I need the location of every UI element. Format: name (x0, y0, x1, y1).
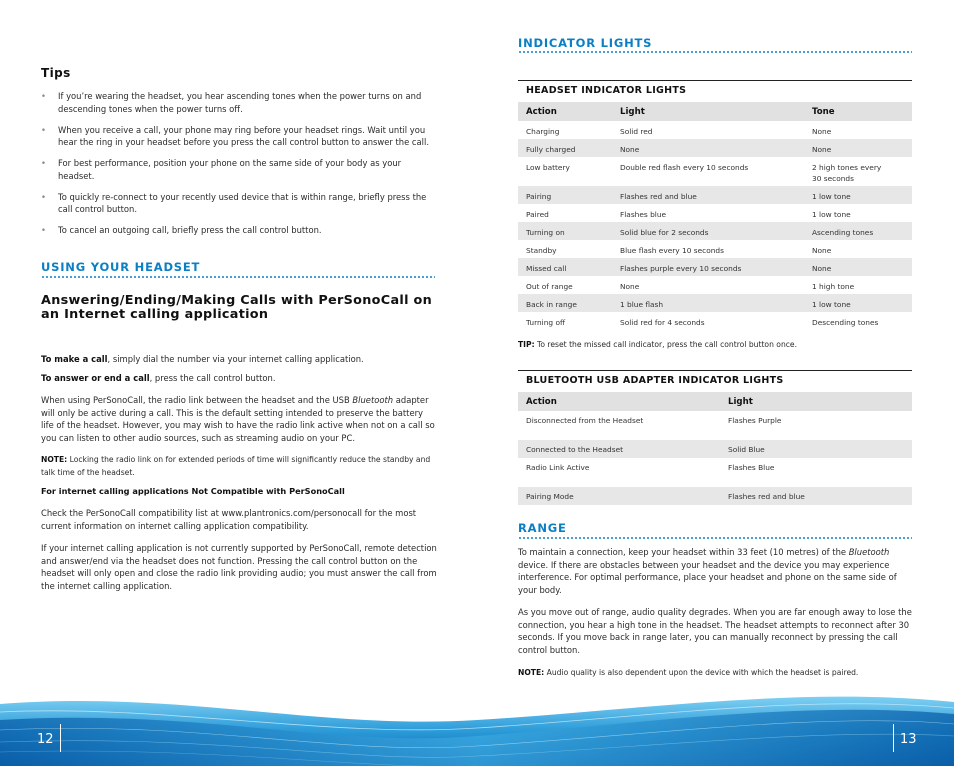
table-cell: 1 low tone (812, 192, 851, 201)
table-cell: None (812, 264, 832, 273)
bullet-icon: • (41, 91, 46, 101)
range-note: NOTE: Audio quality is also dependent upon the device with which the headset is paired. (518, 668, 859, 677)
table-cell: Solid red for 4 seconds (620, 318, 705, 327)
table-cell: Pairing (526, 192, 552, 201)
table-cell: Solid blue for 2 seconds (620, 228, 709, 237)
answering-heading: Answering/Ending/Making Calls with PerSonoCall on an Internet calling application (41, 293, 433, 322)
table-cell: Standby (526, 246, 557, 255)
table-row (518, 157, 912, 186)
table-cell: Solid red (620, 127, 653, 136)
table-cell: Flashes red and blue (728, 492, 805, 501)
column-header: Light (728, 396, 753, 407)
using-headset-heading: USING YOUR HEADSET (41, 260, 201, 274)
table-cell: None (620, 145, 640, 154)
bullet-icon: • (41, 158, 46, 168)
table-header-row (518, 102, 912, 121)
list-item: • To quickly re-connect to your recently used device that is within range, briefly press the call control button. (41, 191, 427, 214)
column-header: Tone (812, 106, 835, 117)
page-number-divider (60, 724, 61, 752)
column-header: Action (526, 106, 557, 117)
range-heading: RANGE (518, 521, 567, 535)
table-cell: None (812, 246, 832, 255)
table-title: HEADSET INDICATOR LIGHTS (518, 80, 912, 102)
bullet-icon: • (41, 124, 46, 135)
table-cell: Fully charged (526, 145, 576, 154)
headset-indicator-table (518, 80, 912, 330)
not-compatible-heading: For internet calling applications Not Compatible with PerSonoCall (41, 486, 345, 496)
table-row (518, 411, 912, 440)
table-cell: None (812, 145, 832, 154)
column-header: Action (526, 396, 557, 407)
table-cell: Back in range (526, 300, 577, 309)
column-header: Light (620, 106, 645, 117)
footer-wave-graphic (0, 690, 954, 766)
table-cell: Pairing Mode (526, 492, 574, 501)
table-row (518, 458, 912, 487)
dotted-divider (518, 51, 912, 53)
range-paragraph-1: To maintain a connection, keep your headset within 33 feet (10 metres) of the Bluetooth device. If there are obstacles between your headset and the device you may experience interference. For optimal performance, place your headset and phone on the same side of your body. (518, 547, 897, 595)
list-item: • If you’re wearing the headset, you hear ascending tones when the power turns on and descending tones when the power turns off. (41, 91, 422, 114)
answer-call-paragraph: To answer or end a call, press the call control button. (41, 373, 276, 383)
table-title: BLUETOOTH USB ADAPTER INDICATOR LIGHTS (518, 370, 912, 392)
table-row (518, 294, 912, 312)
table-cell: Descending tones (812, 318, 879, 327)
if-not-supported-paragraph: If your internet calling application is not currently supported by PerSonoCall, remote detection and answer/end via the headset does not function. Pressing the call control button on the headset will only open and close the radio link providing audio; you must answer the call from the internet calling application. (41, 543, 437, 591)
table-cell: Blue flash every 10 seconds (620, 246, 724, 255)
table-cell: Disconnected from the Headset (526, 416, 644, 425)
table-cell: Charging (526, 127, 560, 136)
page-number-left: 12 (37, 732, 54, 747)
table-cell: None (812, 127, 832, 136)
table-cell: Turning on (526, 228, 565, 237)
dotted-divider (518, 537, 912, 539)
table-cell: Solid Blue (728, 445, 765, 454)
table-row (518, 121, 912, 139)
table-cell: Paired (526, 210, 549, 219)
table-row (518, 276, 912, 294)
table-cell: Low battery (526, 163, 570, 172)
indicator-lights-heading: INDICATOR LIGHTS (518, 36, 653, 50)
table-row (518, 240, 912, 258)
table-row (518, 487, 912, 505)
table-cell: Ascending tones (812, 228, 874, 237)
table-cell: Missed call (526, 264, 567, 273)
page-number-right: 13 (900, 732, 917, 747)
bullet-icon: • (41, 191, 46, 202)
table-cell: 1 low tone (812, 300, 851, 309)
tips-list (41, 90, 433, 245)
table-cell: Out of range (526, 282, 573, 291)
table-cell: 1 blue flash (620, 300, 664, 309)
table-row (518, 222, 912, 240)
note-paragraph: NOTE: Locking the radio link on for extended periods of time will significantly reduce the standby and talk time of the headset. (41, 455, 431, 477)
table-row (518, 186, 912, 204)
page-number-divider (893, 724, 894, 752)
table-cell: None (620, 282, 640, 291)
list-item: • When you receive a call, your phone may ring before your headset rings. Wait until you hear the ring in your headset before you press the call control button to answer the call. (41, 124, 429, 147)
table-cell: Connected to the Headset (526, 445, 624, 454)
table-header-row (518, 392, 912, 411)
table-cell: 1 high tone (812, 282, 855, 291)
adapter-indicator-table (518, 370, 912, 505)
table-row (518, 312, 912, 330)
table-row (518, 139, 912, 157)
dotted-divider (41, 276, 435, 278)
table-body (518, 411, 912, 505)
tips-title: Tips (41, 66, 71, 80)
table-cell: Flashes Purple (728, 416, 782, 425)
table-cell: Radio Link Active (526, 463, 590, 472)
table-cell: 1 low tone (812, 210, 851, 219)
list-item: • To cancel an outgoing call, briefly press the call control button. (41, 225, 322, 235)
tip-paragraph: TIP: To reset the missed call indicator, press the call control button once. (518, 340, 798, 349)
table-cell: Flashes red and blue (620, 192, 697, 201)
table-cell: Flashes purple every 10 seconds (620, 264, 742, 273)
table-cell: Flashes blue (620, 210, 667, 219)
table-row (518, 258, 912, 276)
table-cell: Double red flash every 10 seconds (620, 163, 749, 172)
table-body (518, 121, 912, 330)
table-cell: Flashes Blue (728, 463, 775, 472)
when-using-paragraph: When using PerSonoCall, the radio link between the headset and the USB Bluetooth adapter will only be active during a call. This is the default setting intended to preserve the battery life of the headset. However, you may wish to have the radio link active when not on a call so you can listen to other audio sources, such as streaming audio on your PC. (41, 395, 435, 443)
make-call-paragraph: To make a call, simply dial the number via your internet calling application. (41, 354, 364, 364)
bullet-icon: • (41, 225, 46, 235)
range-paragraph-2: As you move out of range, audio quality degrades. When you are far enough away to lose the connection, you hear a high tone in the headset. The headset attempts to reconnect after 30 seconds. If you move back in range later, you can manually reconnect by pressing the call control button. (518, 607, 912, 655)
list-item: • For best performance, position your phone on the same side of your body as your headset. (41, 158, 402, 181)
table-row (518, 204, 912, 222)
table-row (518, 440, 912, 458)
table-cell: 2 high tones every 30 seconds (812, 163, 882, 183)
check-paragraph: Check the PerSonoCall compatibility list at www.plantronics.com/personocall for the most current information on internet calling application compatibility. (41, 508, 417, 531)
table-cell: Turning off (526, 318, 566, 327)
